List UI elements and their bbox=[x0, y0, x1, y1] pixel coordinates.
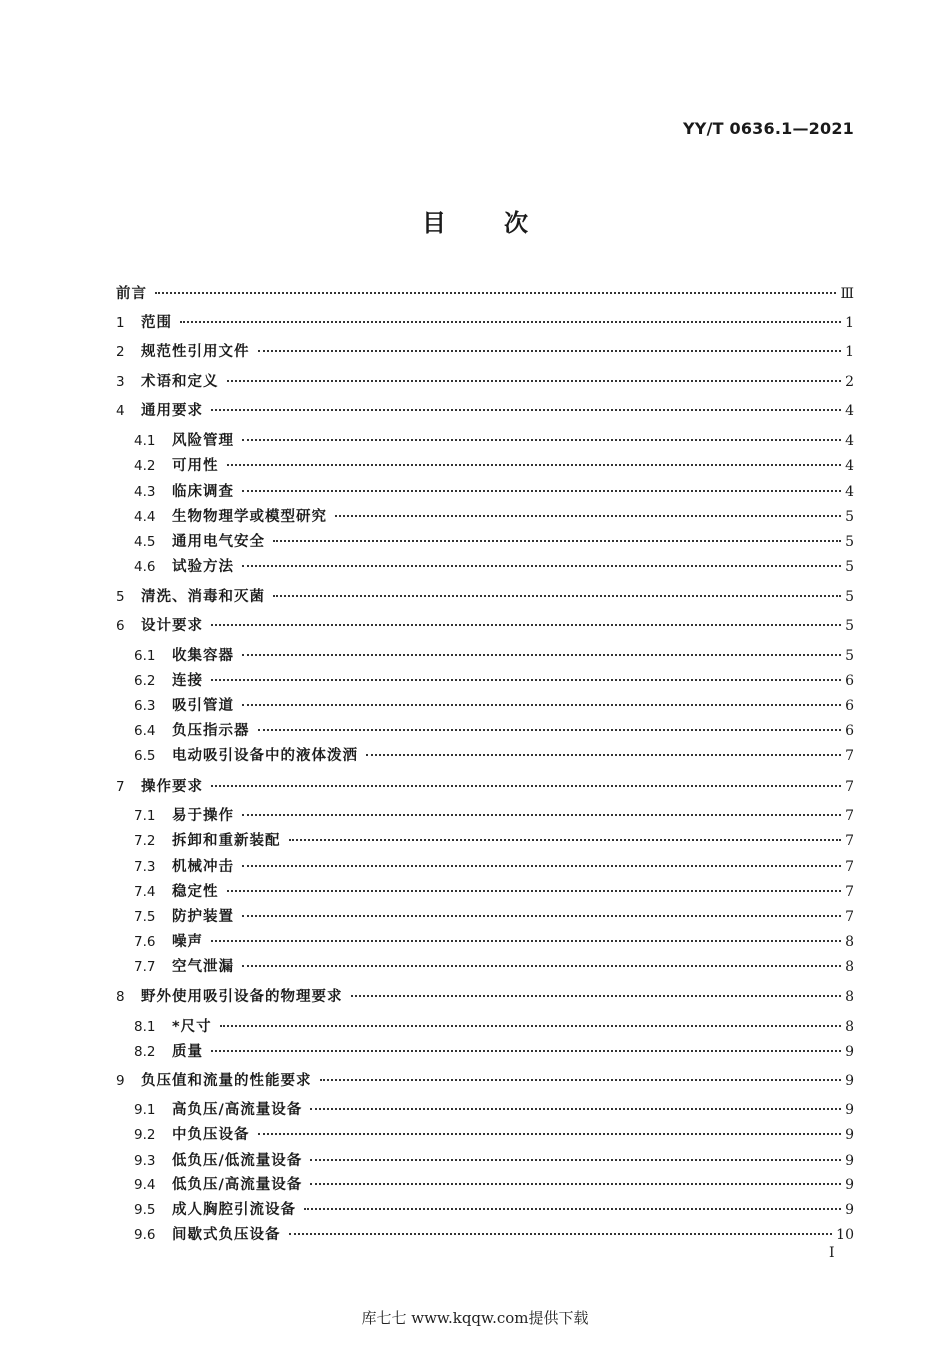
toc-entry[interactable] bbox=[134, 881, 854, 903]
toc-entry-label: 负压值和流量的性能要求 bbox=[141, 1073, 312, 1089]
toc-entry-label: 中负压设备 bbox=[172, 1127, 250, 1143]
toc-entry-page: 5 bbox=[845, 648, 854, 664]
toc-leader-dots bbox=[220, 1025, 841, 1027]
toc-entry[interactable] bbox=[134, 1124, 854, 1146]
toc-entry-number: 7 bbox=[116, 779, 125, 795]
toc-entry-number: 9 bbox=[116, 1073, 125, 1089]
toc-leader-dots bbox=[242, 814, 841, 816]
toc-entry-label: 低负压/高流量设备 bbox=[172, 1177, 303, 1193]
toc-entry-number: 7.7 bbox=[134, 959, 156, 975]
toc-entry[interactable] bbox=[116, 371, 854, 393]
toc-entry-number: 3 bbox=[116, 374, 125, 390]
toc-leader-dots bbox=[273, 540, 841, 542]
toc-leader-dots bbox=[366, 754, 841, 756]
toc-entry-label: 野外使用吸引设备的物理要求 bbox=[141, 989, 343, 1005]
toc-entry-page: 1 bbox=[845, 344, 854, 360]
toc-entry-page: 9 bbox=[845, 1102, 854, 1118]
toc-leader-dots bbox=[180, 321, 841, 323]
toc-entry-label: 术语和定义 bbox=[141, 374, 219, 390]
toc-entry-number: 4.5 bbox=[134, 534, 156, 550]
toc-entry-page: 8 bbox=[845, 959, 854, 975]
toc-entry[interactable] bbox=[134, 830, 854, 852]
toc-entry-number: 6.4 bbox=[134, 723, 156, 739]
toc-entry-page: 5 bbox=[845, 509, 854, 525]
toc-entry[interactable] bbox=[134, 531, 854, 553]
toc-entry-label: 防护装置 bbox=[172, 909, 234, 925]
toc-entry[interactable] bbox=[134, 1041, 854, 1063]
toc-entry[interactable] bbox=[116, 586, 854, 608]
toc-entry-page: 9 bbox=[845, 1073, 854, 1089]
toc-entry-number: 7.2 bbox=[134, 833, 156, 849]
toc-entry[interactable] bbox=[134, 695, 854, 717]
toc-entry-number: 9.2 bbox=[134, 1127, 156, 1143]
toc-entry-page: 5 bbox=[845, 559, 854, 575]
toc-entry-number: 1 bbox=[116, 315, 125, 331]
toc-entry[interactable] bbox=[134, 556, 854, 578]
toc-entry[interactable] bbox=[116, 312, 854, 334]
toc-entry-page: 4 bbox=[845, 458, 854, 474]
toc-entry[interactable] bbox=[134, 720, 854, 742]
toc-entry[interactable] bbox=[134, 1174, 854, 1196]
toc-entry-number: 9.4 bbox=[134, 1177, 156, 1193]
toc-entry-label: 生物物理学或模型研究 bbox=[172, 509, 327, 525]
toc-entry-number: 5 bbox=[116, 589, 125, 605]
page-number: I bbox=[829, 1245, 835, 1261]
toc-entry-number: 7.6 bbox=[134, 934, 156, 950]
toc-entry[interactable] bbox=[134, 1199, 854, 1221]
toc-entry-number: 8.1 bbox=[134, 1019, 156, 1035]
toc-entry[interactable] bbox=[134, 1224, 854, 1246]
toc-entry[interactable] bbox=[134, 805, 854, 827]
toc-entry-number: 4 bbox=[116, 403, 125, 419]
toc-entry-label: 通用要求 bbox=[141, 403, 203, 419]
toc-entry-label: 清洗、消毒和灭菌 bbox=[141, 589, 265, 605]
standard-code: YY/T 0636.1—2021 bbox=[683, 119, 854, 138]
toc-entry[interactable] bbox=[116, 400, 854, 422]
toc-entry-page: 7 bbox=[845, 748, 854, 764]
toc-leader-dots bbox=[242, 865, 841, 867]
toc-entry[interactable] bbox=[134, 455, 854, 477]
toc-entry-label: 低负压/低流量设备 bbox=[172, 1153, 303, 1169]
toc-entry-number: 7.5 bbox=[134, 909, 156, 925]
toc-leader-dots bbox=[304, 1208, 841, 1210]
toc-entry-page: 4 bbox=[845, 484, 854, 500]
toc-leader-dots bbox=[242, 439, 841, 441]
toc-entry[interactable] bbox=[134, 1016, 854, 1038]
toc-entry-page: 5 bbox=[845, 618, 854, 634]
toc-entry-page: 10 bbox=[836, 1227, 854, 1243]
toc-entry[interactable] bbox=[134, 856, 854, 878]
toc-leader-dots bbox=[227, 380, 842, 382]
toc-entry-page: 1 bbox=[845, 315, 854, 331]
toc-entry[interactable] bbox=[134, 506, 854, 528]
toc-entry-page: 4 bbox=[845, 403, 854, 419]
toc-leader-dots bbox=[211, 940, 841, 942]
toc-entry-label: *尺寸 bbox=[172, 1019, 212, 1035]
toc-entry[interactable] bbox=[134, 906, 854, 928]
toc-entry[interactable] bbox=[116, 776, 854, 798]
toc-entry-label: 前言 bbox=[116, 286, 147, 302]
toc-leader-dots bbox=[242, 565, 841, 567]
toc-entry-number: 7.4 bbox=[134, 884, 156, 900]
toc-entry[interactable] bbox=[134, 670, 854, 692]
toc-entry-label: 范围 bbox=[141, 315, 172, 331]
download-watermark: 库七七 www.kqqw.com提供下载 bbox=[361, 1309, 589, 1327]
toc-leader-dots bbox=[273, 595, 841, 597]
toc-entry-page: 9 bbox=[845, 1202, 854, 1218]
toc-entry-number: 9.1 bbox=[134, 1102, 156, 1118]
toc-entry[interactable] bbox=[134, 430, 854, 452]
toc-entry[interactable] bbox=[116, 986, 854, 1008]
toc-entry-label: 设计要求 bbox=[141, 618, 203, 634]
toc-leader-dots bbox=[258, 729, 842, 731]
toc-entry-number: 6.5 bbox=[134, 748, 156, 764]
toc-entry-page: 7 bbox=[845, 779, 854, 795]
toc-entry-page: 9 bbox=[845, 1127, 854, 1143]
toc-entry-page: 9 bbox=[845, 1177, 854, 1193]
toc-entry-label: 负压指示器 bbox=[172, 723, 250, 739]
toc-entry-label: 电动吸引设备中的液体泼洒 bbox=[172, 748, 358, 764]
toc-entry-page: 2 bbox=[845, 374, 854, 390]
toc-entry-page: 4 bbox=[845, 433, 854, 449]
toc-entry-number: 7.3 bbox=[134, 859, 156, 875]
toc-entry[interactable] bbox=[134, 1150, 854, 1172]
toc-entry-label: 间歇式负压设备 bbox=[172, 1227, 281, 1243]
toc-leader-dots bbox=[211, 624, 841, 626]
toc-entry-page: 5 bbox=[845, 534, 854, 550]
toc-entry-number: 9.6 bbox=[134, 1227, 156, 1243]
toc-entry-number: 6 bbox=[116, 618, 125, 634]
toc-entry-label: 试验方法 bbox=[172, 559, 234, 575]
toc-entry-label: 操作要求 bbox=[141, 779, 203, 795]
toc-entry-number: 8 bbox=[116, 989, 125, 1005]
toc-entry-page: 9 bbox=[845, 1044, 854, 1060]
toc-entry-label: 连接 bbox=[172, 673, 203, 689]
toc-leader-dots bbox=[242, 654, 841, 656]
toc-entry[interactable] bbox=[134, 931, 854, 953]
toc-entry-number: 8.2 bbox=[134, 1044, 156, 1060]
toc-entry[interactable] bbox=[116, 341, 854, 363]
toc-entry-label: 空气泄漏 bbox=[172, 959, 234, 975]
toc-entry-number: 4.1 bbox=[134, 433, 156, 449]
toc-entry-page: 8 bbox=[845, 989, 854, 1005]
toc-entry[interactable] bbox=[134, 745, 854, 767]
toc-entry-page: 7 bbox=[845, 859, 854, 875]
toc-entry[interactable] bbox=[116, 1070, 854, 1092]
toc-leader-dots bbox=[211, 1050, 841, 1052]
toc-entry-label: 吸引管道 bbox=[172, 698, 234, 714]
toc-entry-label: 稳定性 bbox=[172, 884, 219, 900]
toc-leader-dots bbox=[211, 679, 841, 681]
toc-leader-dots bbox=[242, 490, 841, 492]
toc-leader-dots bbox=[211, 785, 841, 787]
toc-leader-dots bbox=[310, 1159, 841, 1161]
toc-leader-dots bbox=[242, 704, 841, 706]
toc-leader-dots bbox=[242, 915, 841, 917]
toc-entry-number: 2 bbox=[116, 344, 125, 360]
toc-entry-number: 4.4 bbox=[134, 509, 156, 525]
toc-entry[interactable] bbox=[134, 481, 854, 503]
toc-entry-label: 易于操作 bbox=[172, 808, 234, 824]
toc-entry[interactable] bbox=[116, 283, 854, 305]
toc-leader-dots bbox=[211, 409, 841, 411]
toc-entry-label: 噪声 bbox=[172, 934, 203, 950]
toc-entry-label: 拆卸和重新装配 bbox=[172, 833, 281, 849]
toc-entry-number: 4.3 bbox=[134, 484, 156, 500]
toc-entry-label: 机械冲击 bbox=[172, 859, 234, 875]
toc-entry-page: 6 bbox=[845, 698, 854, 714]
toc-entry-number: 4.2 bbox=[134, 458, 156, 474]
toc-entry-page: 6 bbox=[845, 723, 854, 739]
toc-entry-page: 5 bbox=[845, 589, 854, 605]
toc-entry-label: 通用电气安全 bbox=[172, 534, 265, 550]
toc-leader-dots bbox=[227, 464, 842, 466]
toc-entry-number: 9.5 bbox=[134, 1202, 156, 1218]
toc-entry-page: 7 bbox=[845, 808, 854, 824]
toc-leader-dots bbox=[351, 995, 842, 997]
toc-entry-number: 6.2 bbox=[134, 673, 156, 689]
toc-entry-label: 风险管理 bbox=[172, 433, 234, 449]
toc-entry-label: 可用性 bbox=[172, 458, 219, 474]
toc-leader-dots bbox=[289, 839, 842, 841]
toc-entry[interactable] bbox=[134, 1099, 854, 1121]
toc-leader-dots bbox=[289, 1233, 833, 1235]
toc-entry-page: 8 bbox=[845, 934, 854, 950]
toc-leader-dots bbox=[242, 965, 841, 967]
toc-leader-dots bbox=[258, 350, 842, 352]
toc-entry-label: 成人胸腔引流设备 bbox=[172, 1202, 296, 1218]
toc-leader-dots bbox=[310, 1183, 841, 1185]
toc-entry-page: 7 bbox=[845, 833, 854, 849]
toc-entry-label: 高负压/高流量设备 bbox=[172, 1102, 303, 1118]
toc-entry-page: 9 bbox=[845, 1153, 854, 1169]
toc-entry-number: 7.1 bbox=[134, 808, 156, 824]
page-title: 目次 bbox=[422, 209, 586, 237]
toc-entry-number: 9.3 bbox=[134, 1153, 156, 1169]
toc-entry-page: 6 bbox=[845, 673, 854, 689]
toc-leader-dots bbox=[258, 1133, 842, 1135]
toc-entry-label: 收集容器 bbox=[172, 648, 234, 664]
toc-entry-number: 4.6 bbox=[134, 559, 156, 575]
toc-leader-dots bbox=[310, 1108, 841, 1110]
toc-leader-dots bbox=[320, 1079, 842, 1081]
toc-entry-number: 6.1 bbox=[134, 648, 156, 664]
toc-entry[interactable] bbox=[134, 956, 854, 978]
toc-entry-label: 规范性引用文件 bbox=[141, 344, 250, 360]
toc-entry-label: 质量 bbox=[172, 1044, 203, 1060]
toc-entry-label: 临床调查 bbox=[172, 484, 234, 500]
toc-leader-dots bbox=[335, 515, 841, 517]
toc-leader-dots bbox=[155, 292, 836, 294]
toc-entry[interactable] bbox=[134, 645, 854, 667]
toc-entry[interactable] bbox=[116, 615, 854, 637]
toc-entry-page: 7 bbox=[845, 884, 854, 900]
toc-entry-page: 7 bbox=[845, 909, 854, 925]
toc-entry-page: 8 bbox=[845, 1019, 854, 1035]
toc-entry-page: Ⅲ bbox=[840, 286, 854, 302]
toc-leader-dots bbox=[227, 890, 842, 892]
toc-entry-number: 6.3 bbox=[134, 698, 156, 714]
